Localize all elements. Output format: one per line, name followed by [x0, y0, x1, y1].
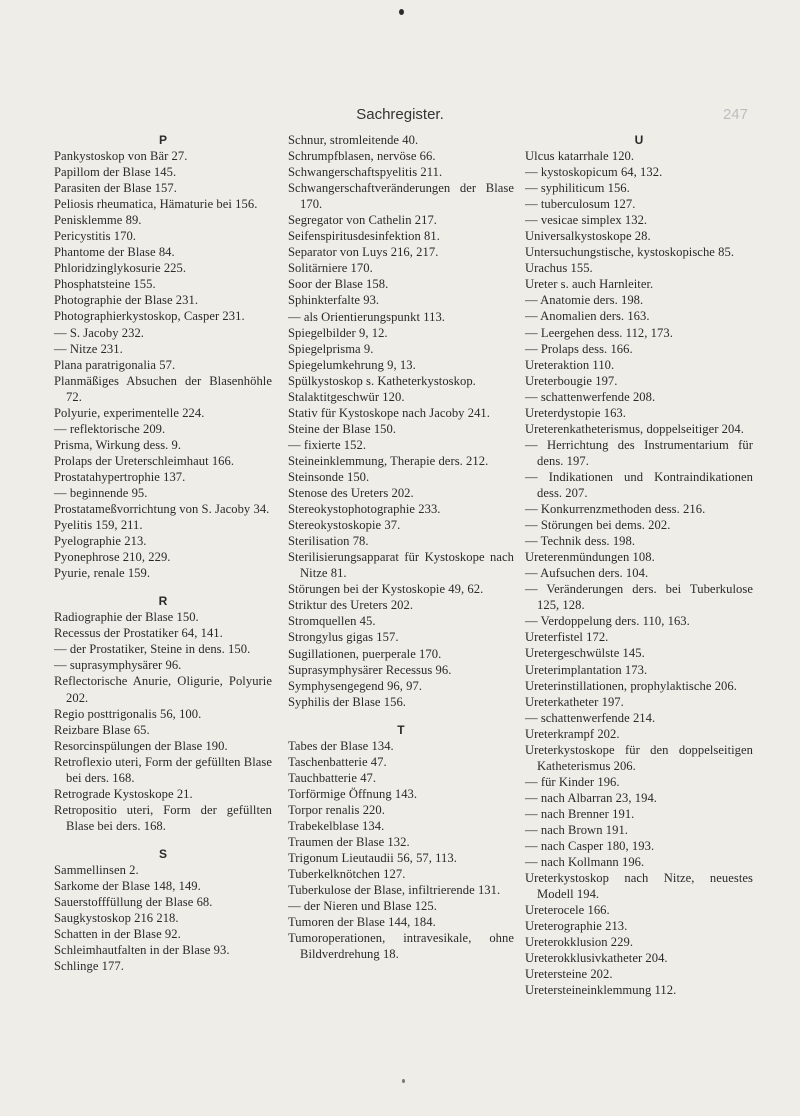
index-column-2 — [288, 132, 514, 962]
index-entry: Ureterenkatheterismus, doppelseitiger 204. — [525, 421, 744, 436]
index-entry: — nach Albarran 23, 194. — [525, 790, 658, 805]
index-entry: Papillom der Blase 145. — [54, 165, 177, 180]
index-entry: Suprasymphysärer Recessus 96. — [288, 662, 452, 677]
index-entry: Ureterbougie 197. — [525, 373, 618, 388]
index-entry: — Störungen bei dems. 202. — [525, 518, 671, 533]
index-entry: Steinsonde 150. — [288, 469, 370, 484]
index-entry: Soor der Blase 158. — [288, 277, 389, 292]
index-entry: Stereokystoskopie 37. — [288, 518, 401, 533]
index-entry: — Anomalien ders. 163. — [525, 309, 650, 324]
index-entry: Tuberkulose der Blase, infiltrierende 131. — [288, 883, 501, 898]
section-letter: P — [158, 133, 168, 147]
index-entry: Phloridzinglykosurie 225. — [54, 261, 187, 276]
index-entry: Stenose des Ureters 202. — [288, 486, 414, 501]
index-entry: Sarkome der Blase 148, 149. — [54, 878, 201, 893]
index-entry: Schnur, stromleitende 40. — [288, 133, 419, 147]
index-entry: — nach Kollmann 196. — [525, 855, 645, 870]
index-entry: Radiographie der Blase 150. — [54, 610, 199, 625]
index-entry: Regio posttrigonalis 56, 100. — [54, 706, 202, 721]
index-entry: Uretersteineinklemmung 112. — [525, 983, 677, 998]
index-entry: Tumoroperationen, intravesikale, ohne Bildverdrehung 18. — [288, 931, 514, 962]
index-entry: Retrograde Kystoskope 21. — [54, 786, 193, 801]
index-entry: Recessus der Prostatiker 64, 141. — [54, 626, 223, 641]
index-entry: Ureterkystoskop nach Nitze, neuestes Modell 194. — [525, 871, 753, 902]
index-entry: — schattenwerfende 208. — [525, 389, 656, 404]
index-entry: Spülkystoskop s. Katheterkystoskop. — [288, 373, 476, 388]
index-entry: Ureterokklusion 229. — [525, 935, 634, 950]
index-entry: — Aufsuchen ders. 104. — [525, 566, 649, 581]
index-entry: Untersuchungstische, kystoskopische 85. — [525, 245, 735, 260]
index-entry: Prostatameßvorrichtung von S. Jacoby 34. — [54, 502, 270, 517]
index-entry: Retropositio uteri, Form der gefüllten Blase bei ders. 168. — [54, 802, 272, 833]
index-entry: Tabes der Blase 134. — [288, 738, 394, 753]
index-entry: — Leergehen dess. 112, 173. — [525, 325, 673, 340]
index-entry: Pyelitis 159, 211. — [54, 518, 143, 533]
index-entry: Ureterographie 213. — [525, 919, 628, 934]
index-entry: — suprasymphysärer 96. — [54, 658, 182, 673]
index-entry: — als Orientierungspunkt 113. — [288, 309, 445, 324]
index-entry: Ureterenmündungen 108. — [525, 550, 655, 565]
index-entry: Schwangerschaftveränderungen der Blase 170. — [288, 181, 514, 212]
index-entry: — der Nieren und Blase 125. — [288, 899, 437, 914]
index-entry: Prolaps der Ureterschleimhaut 166. — [54, 453, 235, 468]
index-entry: — Herrichtung des Instrumentarium für dens. 197. — [525, 437, 753, 468]
section-letter: T — [397, 722, 405, 737]
index-entry: Saugkystoskop 216 218. — [54, 911, 179, 926]
index-entry: Ureterocele 166. — [525, 903, 610, 918]
index-entry: Spiegelprisma 9. — [288, 341, 374, 356]
index-entry: Schatten in der Blase 92. — [54, 927, 181, 942]
index-entry: Photographie der Blase 231. — [54, 293, 199, 308]
section-letter: U — [634, 133, 644, 147]
index-entry: Ureterdystopie 163. — [525, 405, 626, 420]
index-entry: Trigonum Lieutaudii 56, 57, 113. — [288, 851, 457, 866]
index-entry: Ureterkystoskope für den doppelseitigen Katheterismus 206. — [525, 742, 753, 773]
index-entry: Traumen der Blase 132. — [288, 834, 410, 849]
index-entry: Universalkystoskope 28. — [525, 229, 651, 244]
index-entry: Ureter s. auch Harnleiter. — [525, 277, 654, 292]
index-entry: — syphiliticum 156. — [525, 181, 630, 196]
index-entry: Symphysengegend 96, 97. — [288, 678, 423, 693]
index-entry: Plana paratrigonalia 57. — [54, 357, 176, 372]
index-entry: — reflektorische 209. — [54, 421, 166, 436]
index-entry: Pyurie, renale 159. — [54, 566, 151, 581]
index-entry: Torpor renalis 220. — [288, 802, 385, 817]
index-entry: — Prolaps dess. 166. — [525, 341, 633, 356]
index-entry: Reflectorische Anurie, Oligurie, Polyurie 202. — [54, 674, 272, 705]
index-entry: Urachus 155. — [525, 261, 593, 276]
index-entry: Störungen bei der Kystoskopie 49, 62. — [288, 582, 484, 597]
index-entry: Syphilis der Blase 156. — [288, 694, 406, 709]
section-letter: R — [158, 594, 168, 609]
index-entry: Solitärniere 170. — [288, 261, 373, 276]
index-entry: Ureterimplantation 173. — [525, 662, 648, 677]
index-entry: Strongylus gigas 157. — [288, 630, 399, 645]
index-entry: Pyelographie 213. — [54, 534, 147, 549]
index-entry: Uretergeschwülste 145. — [525, 646, 645, 661]
index-entry: Sugillationen, puerperale 170. — [288, 646, 442, 661]
index-entry: Uretersteine 202. — [525, 967, 613, 982]
index-entry: Polyurie, experimentelle 224. — [54, 405, 205, 420]
index-entry: Sphinkterfalte 93. — [288, 293, 380, 308]
index-entry: — beginnende 95. — [54, 485, 148, 500]
index-entry: Ureterinstillationen, prophylaktische 206. — [525, 678, 737, 693]
index-entry: — Technik dess. 198. — [525, 534, 636, 549]
index-columns — [0, 132, 800, 1092]
index-entry: Taschenbatterie 47. — [288, 754, 387, 769]
index-entry: Prostatahypertrophie 137. — [54, 469, 186, 484]
index-entry: — vesicae simplex 132. — [525, 213, 648, 228]
index-entry: — nach Brenner 191. — [525, 806, 635, 821]
index-entry: Stereokystophotographie 233. — [288, 502, 441, 517]
index-entry: — Nitze 231. — [54, 341, 123, 356]
index-entry: Pyonephrose 210, 229. — [54, 550, 171, 565]
index-entry: Torförmige Öffnung 143. — [288, 786, 418, 801]
index-entry: Trabekelblase 134. — [288, 818, 385, 833]
index-entry: Steine der Blase 150. — [288, 421, 397, 436]
index-entry: Ureterkatheter 197. — [525, 694, 624, 709]
running-title: Sachregister. — [356, 106, 444, 123]
index-entry: — Verdoppelung ders. 110, 163. — [525, 614, 690, 629]
index-entry: Ureterfistel 172. — [525, 630, 609, 645]
index-entry: — der Prostatiker, Steine in dens. 150. — [54, 642, 251, 657]
index-entry: — fixierte 152. — [288, 437, 367, 452]
index-entry: Segregator von Cathelin 217. — [288, 213, 437, 228]
index-entry: Striktur des Ureters 202. — [288, 598, 414, 613]
index-entry: Phosphatsteine 155. — [54, 277, 156, 292]
index-entry: — Anatomie ders. 198. — [525, 293, 644, 308]
index-entry: Photographierkystoskop, Casper 231. — [54, 309, 245, 324]
index-entry: Ureterokklusivkatheter 204. — [525, 951, 668, 966]
index-entry: Phantome der Blase 84. — [54, 245, 175, 260]
index-entry: Ureteraktion 110. — [525, 357, 615, 372]
index-entry: Schrumpfblasen, nervöse 66. — [288, 149, 436, 164]
index-entry: — nach Casper 180, 193. — [525, 839, 655, 854]
index-entry: Penisklemme 89. — [54, 213, 142, 228]
index-entry: — S. Jacoby 232. — [54, 325, 145, 340]
index-entry: Spiegelbilder 9, 12. — [288, 325, 388, 340]
index-entry: Separator von Luys 216, 217. — [288, 245, 439, 260]
index-entry: Prisma, Wirkung dess. 9. — [54, 437, 182, 452]
index-column-3 — [525, 132, 753, 998]
index-entry: — Veränderungen ders. bei Tuberkulose 125, 128. — [525, 582, 753, 613]
index-entry: Sterilisation 78. — [288, 534, 369, 549]
page-number: 247 — [722, 106, 748, 123]
index-entry: Reizbare Blase 65. — [54, 722, 150, 737]
index-entry: Resorcinspülungen der Blase 190. — [54, 738, 228, 753]
index-entry: — kystoskopicum 64, 132. — [525, 165, 663, 180]
index-entry: Tuberkelknötchen 127. — [288, 867, 406, 882]
index-entry: Parasiten der Blase 157. — [54, 181, 177, 196]
page-header — [0, 106, 800, 130]
index-entry: — für Kinder 196. — [525, 774, 620, 789]
index-column-1 — [54, 132, 272, 974]
index-entry: Schlinge 177. — [54, 959, 124, 974]
section-letter: S — [158, 846, 168, 861]
index-entry: Ureterkrampf 202. — [525, 726, 620, 741]
index-entry: Seifenspiritusdesinfektion 81. — [288, 229, 440, 244]
index-entry: Peliosis rheumatica, Hämaturie bei 156. — [54, 197, 258, 212]
index-entry: — Konkurrenzmethoden dess. 216. — [525, 502, 706, 517]
index-entry: Pankystoskop von Bär 27. — [54, 149, 188, 163]
index-entry: Sterilisierungsapparat für Kystoskope nach Nitze 81. — [288, 550, 514, 581]
index-entry: Pericystitis 170. — [54, 229, 137, 244]
index-entry: — tuberculosum 127. — [525, 197, 636, 212]
index-entry: — nach Brown 191. — [525, 822, 628, 837]
index-entry: Steineinklemmung, Therapie ders. 212. — [288, 453, 489, 468]
index-entry: Tumoren der Blase 144, 184. — [288, 915, 436, 930]
index-entry: Stalaktitgeschwür 120. — [288, 389, 405, 404]
index-entry: Ulcus katarrhale 120. — [525, 149, 635, 163]
index-entry: Schleimhautfalten in der Blase 93. — [54, 943, 230, 958]
index-entry: Stromquellen 45. — [288, 614, 376, 629]
index-entry: Retroflexio uteri, Form der gefüllten Blase bei ders. 168. — [54, 754, 272, 785]
index-entry: Stativ für Kystoskope nach Jacoby 241. — [288, 405, 490, 420]
index-entry: — Indikationen und Kontraindikationen dess. 207. — [525, 469, 753, 500]
index-entry: Tauchbatterie 47. — [288, 770, 377, 785]
index-entry: — schattenwerfende 214. — [525, 710, 656, 725]
print-speck-icon — [399, 9, 404, 15]
index-entry: Sauerstofffüllung der Blase 68. — [54, 895, 213, 910]
index-entry: Spiegelumkehrung 9, 13. — [288, 357, 416, 372]
index-entry: Schwangerschaftspyelitis 211. — [288, 165, 443, 180]
index-entry: Planmäßiges Absuchen der Blasenhöhle 72. — [54, 373, 272, 404]
index-entry: Sammellinsen 2. — [54, 862, 139, 877]
